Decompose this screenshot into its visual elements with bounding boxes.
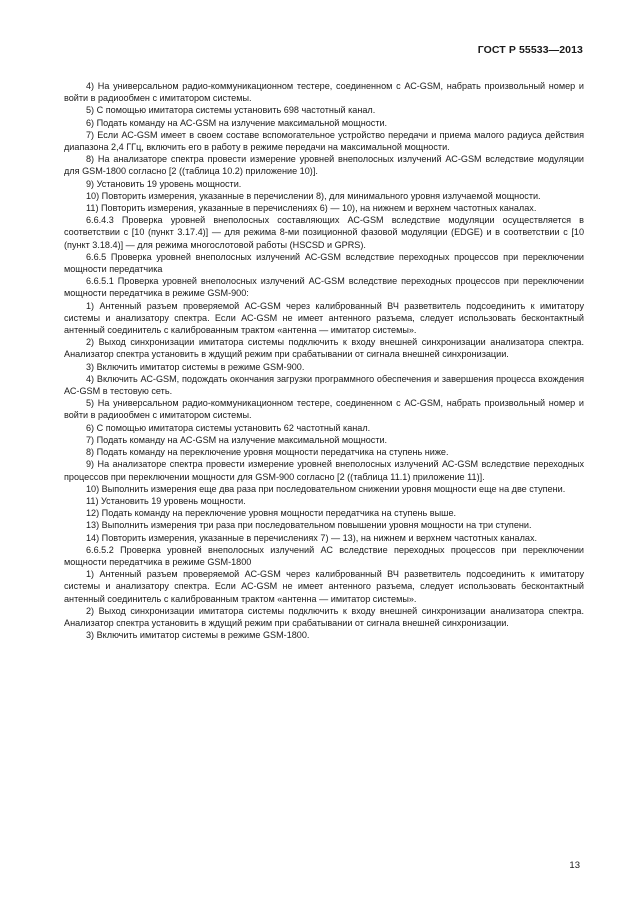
paragraph: 13) Выполнить измерения три раза при последовательном повышении уровня мощности на три ступени. bbox=[86, 520, 532, 531]
paragraph: 3) Включить имитатор системы в режиме GSM-900. bbox=[86, 361, 305, 372]
paragraph: 9) Установить 19 уровень мощности. bbox=[86, 178, 242, 189]
section-paragraph: 6.6.5.1 Проверка уровней внеполосных излучений АС-GSM вследствие переходных процессов при переключении мощности передатчика в режиме GSM-900: bbox=[64, 276, 584, 299]
paragraph: 6) Подать команду на АС-GSM на излучение максимальной мощности. bbox=[86, 117, 388, 128]
document-body bbox=[64, 80, 584, 641]
paragraph: 14) Повторить измерения, указанные в перечислениях 7) — 13), на нижнем и верхнем частотных каналах. bbox=[86, 532, 538, 543]
paragraph: 6) С помощью имитатора системы установить 62 частотный канал. bbox=[86, 422, 371, 433]
paragraph: 7) Если АС-GSM имеет в своем составе вспомогательное устройство передачи и приема малого радиуса действия диапазона 2,4 ГГц, включить его в работу в режиме передачи на максимальной мощности. bbox=[64, 129, 584, 153]
paragraph: 3) Включить имитатор системы в режиме GSM-1800. bbox=[86, 630, 310, 641]
section-paragraph: 6.6.5.2 Проверка уровней внеполосных излучений АС вследствие переходных процессов при переключении мощности передатчика в режиме GSM-1800 bbox=[64, 544, 584, 567]
paragraph: 11) Повторить измерения, указанные в перечислениях 6) — 10), на нижнем и верхнем частотных каналах. bbox=[86, 203, 537, 214]
paragraph: 5) На универсальном радио-коммуникационном тестере, соединенном с АС-GSM, набрать произвольный номер и войти в радиообмен с имитатором системы. bbox=[64, 398, 584, 421]
page-number: 13 bbox=[569, 860, 580, 871]
section-heading: 6.6.5 Проверка уровней внеполосных излучений АС-GSM вследствие переходных процессов при переключении мощности передатчика bbox=[64, 251, 584, 275]
section-paragraph: 6.6.4.3 Проверка уровней внеполосных составляющих АС-GSM вследствие модуляции осуществляется в соответствии с [10 (пункт 3.17.4)] — для режима 8-ми позиционной фазовой модуляции (EDGE) и в соответствии с [10 (пункт 3.18.4)] — для режима многослотовой работы (HSCSD и GPRS). bbox=[64, 215, 584, 250]
paragraph: 5) С помощью имитатора системы установить 698 частотный канал. bbox=[86, 105, 376, 116]
paragraph: 11) Установить 19 уровень мощности. bbox=[86, 495, 246, 506]
paragraph: 7) Подать команду на АС-GSM на излучение максимальной мощности. bbox=[86, 434, 388, 445]
paragraph: 10) Повторить измерения, указанные в перечислении 8), для минимального уровня излучаемой мощности. bbox=[86, 190, 541, 201]
standard-code: ГОСТ Р 55533—2013 bbox=[477, 44, 583, 56]
paragraph: 9) На анализаторе спектра провести измерение уровней внеполосных излучений АС-GSM вследствие переходных процессов при переключении мощности для GSM-900 согласно [2 ((таблица 11.1) приложение 11)]. bbox=[64, 459, 584, 482]
paragraph: 4) Включить АС-GSM, подождать окончания загрузки программного обеспечения и завершения процесса вхождения АС-GSM в тестовую сеть. bbox=[64, 373, 584, 397]
paragraph: 2) Выход синхронизации имитатора системы подключить к входу внешней синхронизации анализатора спектра. Анализатор спектра установить в ждущий режим при срабатывании от сигнала внешней синхронизации. bbox=[64, 337, 584, 360]
paragraph: 1) Антенный разъем проверяемой АС-GSM через калиброванный ВЧ разветвитель подсоединить к имитатору системы и анализатору спектра. Если АС-GSM не имеет антенного разъема, следует использовать бесконтактный антенный соединитель с калиброванным трактом «антенна — имитатор системы». bbox=[64, 300, 584, 336]
paragraph: 2) Выход синхронизации имитатора системы подключить к входу внешней синхронизации анализатора спектра. Анализатор спектра установить в ждущий режим при срабатывании от сигнала внешней синхронизации. bbox=[64, 605, 584, 628]
paragraph: 12) Подать команду на переключение уровня мощности передатчика на ступень выше. bbox=[86, 508, 457, 519]
paragraph: 4) На универсальном радио-коммуникационном тестере, соединенном с АС-GSM, набрать произвольный номер и войти в радиообмен с имитатором системы. bbox=[64, 81, 584, 104]
paragraph: 8) На анализаторе спектра провести измерение уровней внеполосных излучений АС-GSM вследствие модуляции для GSM-1800 согласно [2 ((таблица 10.2) приложение 10)]. bbox=[64, 154, 584, 177]
paragraph: 1) Антенный разъем проверяемой АС-GSM через калиброванный ВЧ разветвитель подсоединить к имитатору системы и анализатору спектра. Если АС-GSM не имеет антенного разъема, следует использовать бесконтактный антенный соединитель с калиброванным трактом «антенна — имитатор системы». bbox=[64, 569, 584, 604]
paragraph: 8) Подать команду на переключение уровня мощности передатчика на ступень ниже. bbox=[86, 447, 449, 458]
paragraph: 10) Выполнить измерения еще два раза при последовательном снижении уровня мощности еще на две ступени. bbox=[86, 483, 566, 494]
